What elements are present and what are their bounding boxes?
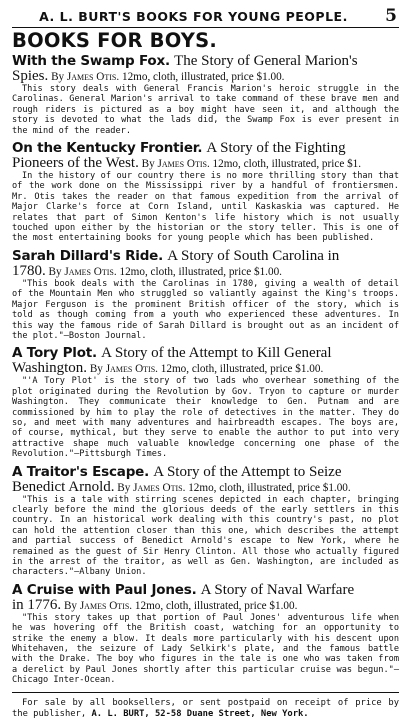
- page-number: 5: [385, 6, 397, 26]
- book-description: "This is a tale with stirring scenes depicted in each chapter, bringing clearly before the mind the glorious deeds of the early settlers in this country. In an historical work dealing with this country's past, no plot can hold the attention closer than this one, which describes the attempt and partial success of Benedict Arnold's escape to New York, where he remained as the guest of Sir Henry Clinton. All those who actually figured in the arrest of the traitor, as well as Gen. Washington, are included as characters."—Albany Union.: [12, 494, 399, 578]
- book-title: On the Kentucky Frontier.: [12, 140, 203, 157]
- by-label: By: [51, 71, 65, 83]
- book-title: With the Swamp Fox.: [12, 53, 170, 69]
- book-subtitle-cont: Spies.: [12, 68, 49, 84]
- book-subtitle-cont: in 1776.: [12, 596, 62, 613]
- book-format: 12mo, cloth, illustrated, price $1.00.: [188, 481, 351, 494]
- book-list: [12, 53, 399, 686]
- entry-heading: [12, 53, 399, 70]
- running-title: A. L. BURT'S BOOKS FOR YOUNG PEOPLE.: [39, 9, 348, 24]
- book-subtitle-cont: Benedict Arnold.: [12, 478, 115, 495]
- running-head: [12, 6, 399, 26]
- book-author: James Otis.: [79, 599, 133, 612]
- book-title: A Traitor's Escape.: [12, 463, 150, 480]
- book-meta: [12, 262, 399, 279]
- book-subtitle-cont: Pioneers of the West.: [12, 155, 139, 172]
- book-format: 12mo, cloth, illustrated, price $1.00.: [134, 599, 298, 612]
- book-format: 12mo, cloth, illustrated, price $1.00.: [160, 363, 324, 376]
- book-subtitle: A Story of the Attempt to Kill General: [101, 345, 332, 362]
- book-subtitle: A Story of the Fighting: [206, 140, 346, 157]
- book-meta: [12, 478, 399, 495]
- book-author: James Otis.: [105, 363, 158, 376]
- book-author: James Otis.: [133, 481, 186, 494]
- section-title: BOOKS FOR BOYS.: [12, 29, 217, 52]
- book-meta: [12, 157, 399, 171]
- book-meta: [12, 70, 399, 84]
- footer-publisher: A. L. BURT, 52-58 Duane Street, New York.: [91, 708, 309, 719]
- book-subtitle-cont: Washington.: [12, 360, 88, 377]
- entry-heading: [12, 248, 399, 265]
- book-author: James Otis.: [157, 158, 210, 171]
- header-rule: [12, 27, 399, 28]
- book-subtitle: The Story of General Marion's: [174, 53, 358, 69]
- book-subtitle: A Story of the Attempt to Seize: [153, 463, 342, 480]
- book-format: 12mo, cloth, illustrated, price $1.00.: [119, 265, 282, 278]
- book-title: A Tory Plot.: [12, 345, 97, 362]
- book-subtitle-cont: 1780.: [12, 262, 46, 279]
- entry-heading: [12, 582, 399, 599]
- book-description: This story deals with General Francis Marion's heroic struggle in the Carolinas. General Marion's arrival to take command of these brave men and rough riders is pictured as a boy might have seen it, and although the story is devoted to what the lads did, the Swamp Fox is ever present in the mind of the reader.: [12, 84, 399, 136]
- book-title: Sarah Dillard's Ride.: [12, 247, 164, 264]
- book-entry: [12, 140, 399, 244]
- footer-text: For sale by all booksellers, or sent postpaid on receipt of price by the publisher,: [12, 697, 399, 719]
- book-subtitle: A Story of Naval Warfare: [200, 581, 355, 598]
- book-entry: [12, 345, 399, 459]
- book-description: In the history of our country there is no more thrilling story than that of the work done on the Mississippi river by a handful of frontiersmen. Mr. Otis takes the reader on that famous expedition from the arrival of Major Clarke's force at Corn Island, until Kaskaskia was captured. He relates that part of Simon Kenton's life history which is not usually touched upon either by the historian or the story teller. This is one of the most entertaining books for young people which has been published.: [12, 171, 399, 244]
- book-entry: [12, 53, 399, 136]
- by-label: By: [48, 265, 62, 278]
- book-author: James Otis.: [64, 265, 117, 278]
- book-subtitle: A Story of South Carolina in: [167, 247, 340, 264]
- by-label: By: [141, 158, 155, 171]
- book-entry: [12, 464, 399, 578]
- book-format: 12mo, cloth, illustrated, price $1.00.: [121, 71, 285, 83]
- book-meta: [12, 596, 399, 613]
- by-label: By: [89, 363, 103, 376]
- book-description: "This story takes up that portion of Paul Jones' adventurous life when he was hovering off the British coast, watching for an opportunity to strike the enemy a blow. It deals more particularly with his descent upon Whitehaven, the seizure of Lady Selkirk's plate, and the famous battle with the Drake. The boy who figures in the tale is one who was taken from a derelict by Paul Jones shortly after this particular cruise was begun."—Chicago Inter-Ocean.: [12, 612, 399, 686]
- book-entry: [12, 582, 399, 686]
- book-description: "This book deals with the Carolinas in 1780, giving a wealth of detail of the Mountain Men who struggled so valiantly against the King's troops. Major Ferguson is the prominent British officer of the story, which is told as though coming from a youth who experienced these adventures. In this way the famous ride of Sarah Dillard is brought out as an incident of the plot."—Boston Journal.: [12, 278, 399, 341]
- book-author: James Otis.: [66, 71, 120, 83]
- book-meta: [12, 362, 399, 376]
- book-entry: [12, 248, 399, 341]
- footer-note: [12, 692, 399, 720]
- by-label: By: [117, 481, 131, 494]
- book-description: "'A Tory Plot' is the story of two lads who overhear something of the plot originated during the Revolution by Gov. Tryon to capture or murder Washington. They communicate their knowledge to Gen. Putnam and are commissioned by him to play the role of detectives in the matter. They do so, and meet with many adventures and hairbreadth escapes. The boys are, of course, mythical, but they serve to enable the author to put into very attractive shape much valuable knowledge concerning one phase of the Revolution."—Pittsburgh Times.: [12, 376, 399, 460]
- book-format: 12mo, cloth, illustrated, price $1.: [212, 158, 362, 171]
- by-label: By: [63, 599, 78, 612]
- book-title: A Cruise with Paul Jones.: [12, 581, 197, 598]
